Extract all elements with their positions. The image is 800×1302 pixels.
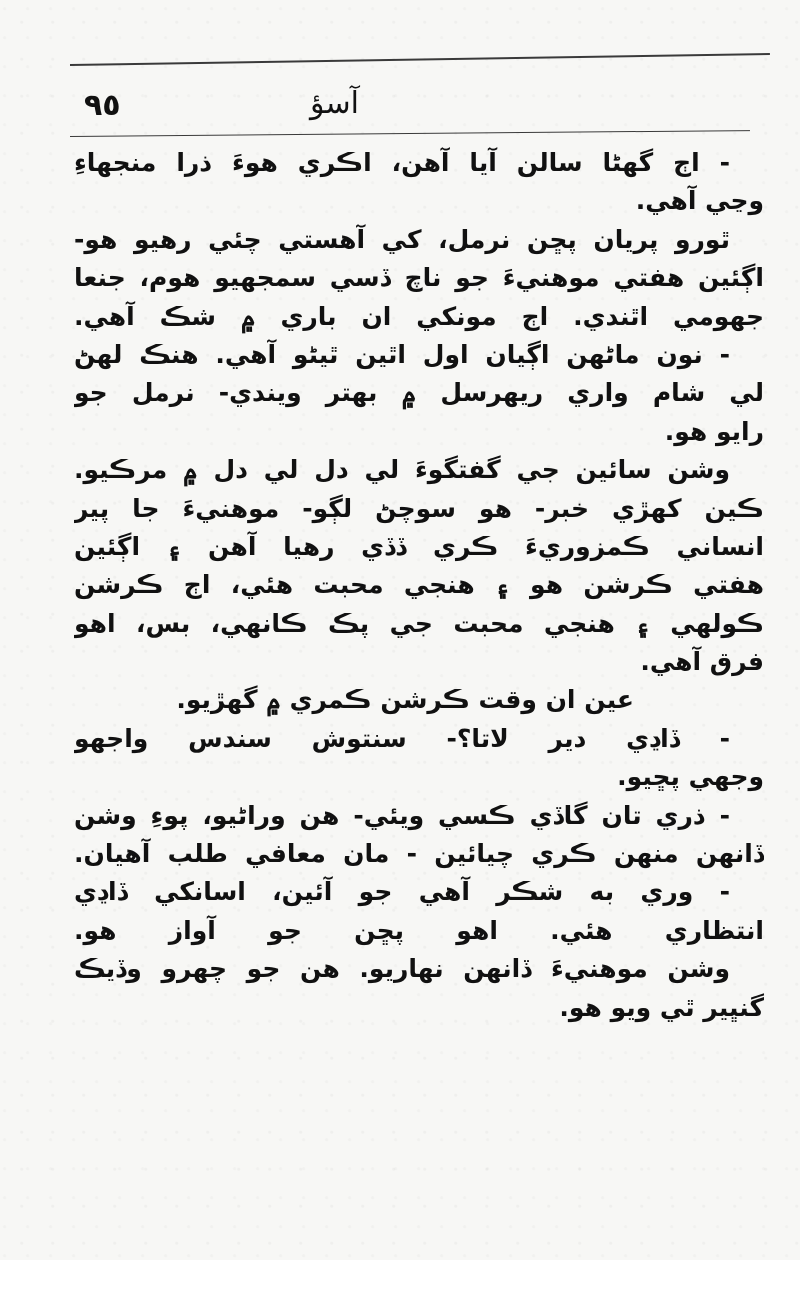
text-line: رايو هو. [664, 416, 764, 446]
text-line: وشن موهنيءَ ڏانهن نهاريو. هن جو چهرو وڏيڪ [74, 954, 730, 984]
page-header [70, 86, 760, 130]
text-line: گنڀير ٿي ويو هو. [559, 992, 764, 1022]
text-line: هفتي ڪرشن هو ۽ هنجي محبت هئي، اڄ ڪرشن [74, 570, 764, 600]
text-line: انساني ڪمزوريءَ ڪري ڏڏي رهيا آهن ۽ اڳئين [74, 531, 764, 561]
text-line: وڃي آهي. [635, 186, 764, 216]
header-top-rule [70, 53, 770, 66]
text-line: ٿورو پريان پڇن نرمل، کي آهستي چئي رهيو هو- [74, 224, 730, 254]
text-line: - وري به شڪر آهي جو آئين، اسانکي ڏاڍي [74, 877, 730, 907]
header-bottom-rule [70, 130, 750, 137]
text-line: - اڄ گهڻا سالن آيا آهن، اڪري هوءَ ذرا منجهاءِ [74, 148, 730, 177]
text-line: اڳئين هفتي موهنيءَ جو ناچ ڏسي سمجهيو هوم، جنعا [74, 263, 764, 293]
text-line: وجهي پڇيو. [617, 762, 764, 792]
running-title: آسؤ [310, 86, 359, 121]
text-line: - نون ماڻهن اڳيان اول اٿين ٿيڻو آهي. هنڪ لهڻ [74, 339, 730, 369]
text-line: عين ان وقت ڪرشن ڪمري ۾ گهڙيو. [176, 685, 634, 715]
text-line: ڏانهن منهن ڪري چيائين - مان معافي طلب آهيان. [74, 839, 764, 869]
page-number: ٩٥ [84, 88, 121, 123]
text-line: لي شام واري ريهرسل ۾ بهتر ويندي- نرمل جو [74, 378, 764, 408]
text-line: ڪين کهڙي خبر- هو سوچڻ لڳو- موهنيءَ جا پير [74, 493, 764, 523]
text-line: وشن سائين جي گفتگوءَ لي دل لي دل ۾ مرڪيو. [74, 455, 730, 485]
body-text [74, 144, 764, 1027]
text-line: جهومي اٿندي. اڄ مونکي ان باري ۾ شڪ آهي. [74, 301, 764, 331]
text-line: انتظاري هئي. اهو پڇن جو آواز هو. [74, 915, 764, 945]
text-line: - ذري تان گاڏي ڪسي ويئي- هن وراڻيو، پوءِ وشن [74, 800, 730, 830]
text-line: ڪولهي ۽ هنجي محبت جي پڪ ڪانهي، بس، اهو [74, 608, 764, 638]
text-line: - ڏاڍي دير لاتا؟- سنتوش سندس واجهو [74, 723, 730, 753]
text-line: فرق آهي. [640, 647, 764, 677]
